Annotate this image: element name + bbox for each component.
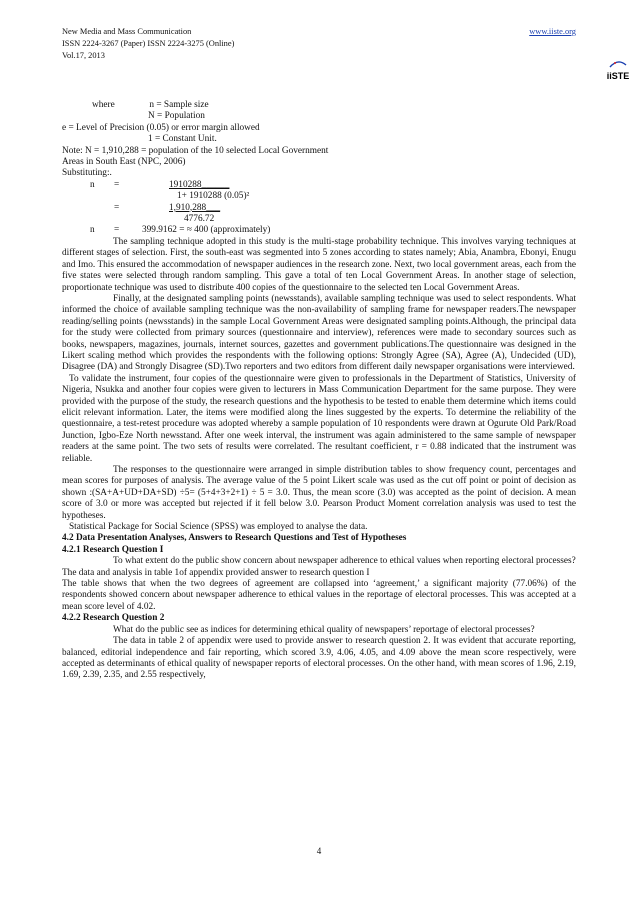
paragraph-validation: To validate the instrument, four copies of the questionnaire were given to professionals in the Department of Statistics, University of Nigeria, Nsukka and another four copies were given to lecturers in Mass Communication Department for the same purpose. They were provided with the purpose of the study, the research questions and the hypothesis to be tested to enable them determine which items could elicit relevant information. Later, the items were modified along the lines suggested by the experts. To determine the reliability of the questionnaire, a test-retest procedure was adopted whereby a sample population of 10 respondents were drawn at Ogurute Old Park/Road Junction, Igbo-Eze North newsstand. After one week interval, the instrument was again administered to the same sample of newspaper readers at the same point. The two sets of results were correlated. The resultant coefficient, r = 0.88 indicated that the instrument was reliable. [62, 373, 576, 464]
paragraph-agreement: The table shows that when the two degrees of agreement are collapsed into ‘agreement,’ a significant majority (77.06%) of the respondents showed concern about newspaper adherence to ethical values in the reportage of electoral processes. This was accepted at a mean score level of 4.02. [62, 579, 576, 612]
equation-denominator-1: 1+ 1910288 (0.05)² [177, 191, 250, 202]
equation-denominator-2: 4776.72 [184, 214, 215, 225]
substituting-label: Substituting:. [62, 168, 112, 179]
paragraph-question-1: To what extent do the public show concern about newspaper adherence to ethical values when reporting electoral processes? [113, 556, 576, 567]
formula-legend-one: 1 = Constant Unit. [148, 134, 217, 145]
iiste-logo [606, 66, 630, 86]
logo-text: iiSTE [606, 71, 630, 81]
section-heading-4-2-1: 4.2.1 Research Question I [62, 544, 164, 555]
page-body [62, 100, 576, 682]
page-header [62, 26, 576, 63]
formula-legend-n: where n = Sample size [92, 100, 209, 110]
paragraph-question-2: What do the public see as indices for determining ethical quality of newspapers’ reportage of electoral processes? [113, 624, 535, 635]
issn-line: ISSN 2224-3267 (Paper) ISSN 2224-3275 (Online) [62, 39, 235, 49]
journal-url[interactable]: www.iiste.org [529, 27, 576, 36]
logo-swoosh-icon [609, 60, 627, 68]
journal-name: New Media and Mass Communication [62, 27, 192, 36]
paragraph-selection: Finally, at the designated sampling points (newsstands), available sampling technique was used to select respondents. What informed the choice of available sampling technique was the non-availability of sampling frame for newspaper readers.The newspaper reading/selling points (newsstands) in the sample Local Government Areas were designated sampling points.Although, the principal data for the study were collected from primary sources (questionnaire and interview), references were made to secondary sources such as books, newspapers, magazines, journals, internet sources, gazettes and government publications.The questionnaire was designed in the Likert scaling method which provides the respondents with the following options: Strongly Agree (SA), Agree (A), Undecided (UD), Disagree (DA) and Strongly Disagree (SD).Two reporters and two editors from different daily newspaper organisations were interviewed. [62, 293, 576, 373]
note-line-1: Note: N = 1,910,288 = population of the 10 selected Local Government [62, 145, 329, 156]
paragraph-table-1: The data and analysis in table 1of appendix provided answer to research question I [62, 567, 370, 578]
section-heading-4-2-2: 4.2.2 Research Question 2 [62, 613, 165, 624]
formula-legend-e: e = Level of Precision (0.05) or error margin allowed [62, 122, 260, 133]
equation-step-2: = 1,910,288___ [114, 202, 221, 213]
note-line-2: Areas in South East (NPC, 2006) [62, 157, 186, 168]
paragraph-sampling: The sampling technique adopted in this study is the multi-stage probability technique. This involves varying techniques at different stages of selection. First, the south-east was segmented into 5 zones according to states namely; Abia, Anambra, Ebonyi, Enugu and Imo. This ensured the accommodation of newspaper audiences in the research zone. Next, two local government areas, each from the five states were selected through random sampling. This gave a total of ten Local Government Areas. In another stage of selection, proportionate technique was used to distribute 400 copies of the questionnaire to the selected ten Local Government Areas. [62, 236, 576, 293]
page-number: 4 [316, 846, 322, 856]
paragraph-analysis: The responses to the questionnaire were arranged in simple distribution tables to show frequency count, percentages and mean scores for purposes of analysis. The average value of the 5 point Likert scale was used as the cut off point or point of decision as shown :(SA+A+UD+DA+SD) ÷5= (5+4+3+2+1) ÷ 5 = 3.0. Thus, the mean score (3.0) was accepted as the point of decision. A mean score of 3.0 or more was accepted but rejected if it fell below 3.0. Pearson Product Moment correlation analysis was used to test the hypotheses. [62, 465, 576, 521]
formula-legend-N: N = Population [148, 111, 205, 122]
paragraph-spss: Statistical Package for Social Science (SPSS) was employed to analyse the data. [69, 522, 368, 533]
section-heading-4-2: 4.2 Data Presentation Analyses, Answers to Research Questions and Test of Hypotheses [62, 533, 407, 544]
equation-result: n = 399.9162 = ≈ 400 (approximately) [90, 225, 271, 236]
volume-line: Vol.17, 2013 [62, 51, 105, 61]
paragraph-table-2: The data in table 2 of appendix were used to provide answer to research question 2. It was evident that accurate reporting, balanced, editorial independence and fair reporting, which scored 3.9, 4.06, 4.05, and 4.09 above the mean score respectively, were accepted as determinants of ethical quality of newspaper reports of electoral processes. On the other hand, with mean scores of 1.96, 2.19, 1.69, 2.39, 2.35, and 2.55 respectively, [62, 636, 576, 681]
equation-step-1: n = 1910288______ [90, 179, 230, 190]
